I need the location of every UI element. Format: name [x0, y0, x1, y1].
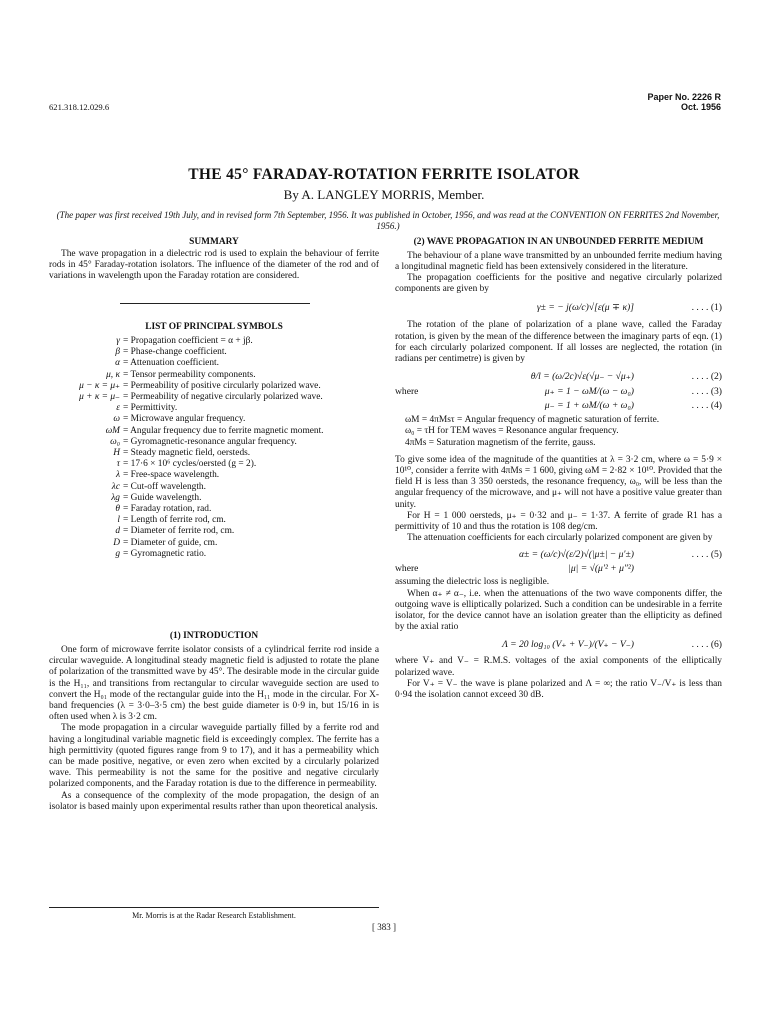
symbol-row [49, 426, 379, 437]
symbol-row [49, 347, 379, 358]
symbol-definition: = Diameter of ferrite rod, cm. [123, 526, 235, 537]
section2-text [395, 251, 722, 296]
symbol-row [49, 504, 379, 515]
page-number: [ 383 ] [372, 922, 396, 932]
symbol: ω₀ [110, 436, 120, 447]
s2-text-2: The rotation of the plane of polarization of a plane wave, called the Faraday rotation, is given by the mean of the difference between the imaginary parts of eqn. (1) for each circularly polarized component. If all losses are neglected, the rotation (in radians per centimetre) is given by [395, 320, 722, 364]
symbols-heading: LIST OF PRINCIPAL SYMBOLS [145, 322, 283, 332]
symbol: α [115, 358, 120, 369]
symbol: ωM [105, 425, 120, 436]
equation-5b: where |μ| = √(μ′² + μ″²) [395, 563, 634, 575]
paper-number: Paper No. 2226 R [647, 92, 721, 102]
symbol-row [49, 392, 379, 403]
summary-text: The wave propagation in a dielectric rod is used to explain the behaviour of ferrite rods in 45° Faraday-rotation isolators. The influence of the diameter of the rod and of variations in wavelength upon the Faraday rotation are considered. [49, 249, 379, 282]
paper-info [647, 92, 721, 112]
intro-paragraph: As a consequence of the complexity of the mode propagation, the design of an isolator is based mainly upon experimental results rather than upon theoretical analysis. [49, 790, 379, 812]
udc-code: 621.318.12.029.6 [49, 102, 110, 112]
received-note: (The paper was first received 19th July, and in revised form 7th September, 1956. It was published in October, 1956, and was read at the CONVENTION ON FERRITES 2nd November, 1956.) [56, 210, 720, 231]
symbol-definition: = Permeability of positive circularly polarized wave. [123, 380, 321, 391]
symbol: β [115, 347, 120, 358]
intro-text [49, 645, 379, 813]
s2-text-3: To give some idea of the magnitude of the quantities at λ = 3·2 cm, where ω = 5·9 × 10¹⁰, consider a ferrite with 4πMs = 1 600, giving ωM = 2·82 × 10¹⁰. Provided that the field H is less than 3 350 oersteds, the resonance frequency, ω₀, will be less than the angular frequency of the microwave, and μ₊ will not have a positive value greater than unity. For H = 1 000 oersteds, μ₊ = 0·32 and μ₋ = 1·37. A ferrite of grade R1 has a permittivity of 10 and thus the rotation is 108 deg/cm. The attenuation coefficients for each circularly polarized component are given by [395, 454, 722, 544]
symbol-definition: = Permittivity. [123, 403, 178, 414]
symbol: θ [115, 504, 120, 515]
s2-text-5: where V₊ and V₋ = R.M.S. voltages of the axial components of the elliptically polarized wave. For V₊ = V₋ the wave is plane polarized and Λ = ∞; the ratio V₋/V₊ is less than 0·94 the isolation cannot exceed 30 dB. [395, 656, 722, 700]
symbol-definition: = Steady magnetic field, oersteds. [123, 448, 251, 459]
intro-heading: (1) INTRODUCTION [169, 631, 259, 641]
symbol-row [49, 459, 379, 470]
symbol-definition: = Tensor permeability components. [123, 369, 256, 380]
symbol-row [49, 549, 379, 560]
definition: ωM = 4πMsτ = Angular frequency of magnetic saturation of ferrite. [405, 415, 660, 426]
author-line: By A. LANGLEY MORRIS, Member. [283, 187, 485, 202]
symbol: ω [113, 414, 120, 425]
symbol-row [49, 381, 379, 392]
paper-title: THE 45° FARADAY-ROTATION FERRITE ISOLATOR [188, 166, 580, 183]
symbol-row [49, 482, 379, 493]
symbol-row [49, 437, 379, 448]
section2 [395, 237, 722, 701]
symbol-definition: = Diameter of guide, cm. [123, 537, 218, 548]
summary-heading: SUMMARY [189, 237, 239, 247]
symbol-definition: = Length of ferrite rod, cm. [123, 515, 226, 526]
symbol-row [49, 526, 379, 537]
intro-paragraph: One form of microwave ferrite isolator consists of a cylindrical ferrite rod inside a circular waveguide. A longitudinal steady magnetic field is adjusted to rotate the plane of polarization of the transmitted wave by 45°. The desirable mode in the circular guide is the H₁₁, and transitions from rectangular to circular waveguide section are used to convert the H₀₁ mode of the rectangular guide into the H₁₁ mode in the circular. For X-band frequencies (λ = 3·0–3·5 cm) the best guide diameter is 0·9 in, but 15/16 in is often used when λ is 3·2 cm. [49, 645, 379, 723]
symbol-definition: = Propagation coefficient = α + jβ. [123, 336, 253, 346]
summary-divider [120, 303, 310, 304]
footnote-rule [49, 907, 379, 908]
symbol-definition: = Microwave angular frequency. [123, 414, 246, 425]
symbol-row [49, 538, 379, 549]
symbol-definition: = Permeability of negative circularly polarized wave. [123, 392, 323, 403]
s2-paragraph: The behaviour of a plane wave transmitted by an unbounded ferrite medium having a longitudinal magnetic field has been extensively considered in the literature. [395, 250, 722, 272]
definition: 4πMs = Saturation magnetism of the ferrite, gauss. [405, 437, 596, 448]
symbol: D [113, 537, 120, 548]
symbol-definition: = Guide wavelength. [123, 492, 202, 503]
symbol-row [49, 515, 379, 526]
symbol: d [115, 526, 120, 537]
equation-4: μ₋ = 1 + ωM/(ω + ω₀) . . . . (4) [544, 400, 722, 412]
intro-section [49, 631, 379, 813]
symbol: g [115, 548, 120, 559]
symbol-definition: = Free-space wavelength. [123, 470, 220, 481]
intro-paragraph: The mode propagation in a circular waveguide partially filled by a ferrite rod and having a longitudinal variable magnetic field is exceedingly complex. The ferrite has a high permittivity (quoted figures range from 9 to 17), and it has a permeability which can be made positive, negative, or even zero when excited by a circularly polarized wave. This permeability is not the same for the positive and negative circularly polarized components, and the Faraday rotation is due to the difference in permeability. [49, 723, 379, 790]
definitions [395, 415, 722, 449]
footnote: Mr. Morris is at the Radar Research Establishment. [132, 911, 296, 920]
symbol-row [49, 336, 379, 347]
symbol-row [49, 370, 379, 381]
symbol-definition: = Gyromagnetic ratio. [123, 548, 207, 559]
equation-2: θ/l = (ω/2c)√ε(√μ₋ − √μ₊) . . . . (2) [530, 371, 722, 383]
symbol: μ − κ = μ₊ [79, 380, 120, 391]
symbols-section [49, 322, 379, 560]
equation-1: γ± = − j(ω/c)√[ε(μ ∓ κ)] . . . . (1) [536, 302, 722, 314]
symbol-definition: = Phase-change coefficient. [123, 347, 227, 358]
definition: ω₀ = τH for TEM waves = Resonance angular frequency. [405, 426, 619, 437]
symbol-row [49, 493, 379, 504]
symbol: λg [111, 492, 120, 503]
symbol: λc [111, 481, 120, 492]
equation-6: Λ = 20 log₁₀ (V₊ + V₋)/(V₊ − V₋) . . . . (6) [502, 639, 722, 651]
symbol: μ + κ = μ₋ [79, 392, 120, 403]
symbols-list [49, 336, 379, 560]
s2-paragraph: The propagation coefficients for the positive and negative circularly polarized components are given by [395, 272, 722, 295]
symbol-row [49, 403, 379, 414]
symbol: ε [116, 403, 120, 414]
equation-5: α± = (ω/c)√(ε/2)√(|μ±| − μ′±) . . . . (5) [518, 549, 722, 561]
symbol-definition: = Cut-off wavelength. [123, 481, 206, 492]
symbol-definition: = 17·6 × 10⁶ cycles/oersted (g = 2). [123, 459, 257, 470]
symbol-row [49, 414, 379, 425]
symbol-definition: = Faraday rotation, rad. [123, 504, 212, 515]
symbol-row [49, 448, 379, 459]
symbol: l [117, 515, 120, 526]
symbol: γ [116, 336, 120, 346]
symbol: μ, κ [106, 369, 120, 380]
symbol-row [49, 358, 379, 369]
paper-date: Oct. 1956 [680, 102, 721, 112]
symbol: τ [116, 459, 120, 470]
section2-heading: (2) WAVE PROPAGATION IN AN UNBOUNDED FERRITE MEDIUM [413, 237, 704, 247]
symbol-definition: = Gyromagnetic-resonance angular frequency. [123, 436, 297, 447]
symbol-row [49, 470, 379, 481]
symbol: λ [115, 470, 120, 481]
symbol-definition: = Attenuation coefficient. [123, 358, 219, 369]
summary-section [49, 237, 379, 283]
symbol-definition: = Angular frequency due to ferrite magnetic moment. [123, 425, 324, 436]
symbol: H [113, 448, 120, 459]
equation-3: where μ₊ = 1 − ωM/(ω − ω₀) . . . . (3) [395, 386, 722, 398]
s2-text-4: assuming the dielectric loss is negligible. When α₊ ≠ α₋, i.e. when the attenuations of the two wave components differ, the outgoing wave is elliptically polarized. Such a condition can be undesirable in a ferrite isolator, for the device cannot have an isolation greater than the ellipticity as defined by the axial ratio [395, 577, 722, 633]
